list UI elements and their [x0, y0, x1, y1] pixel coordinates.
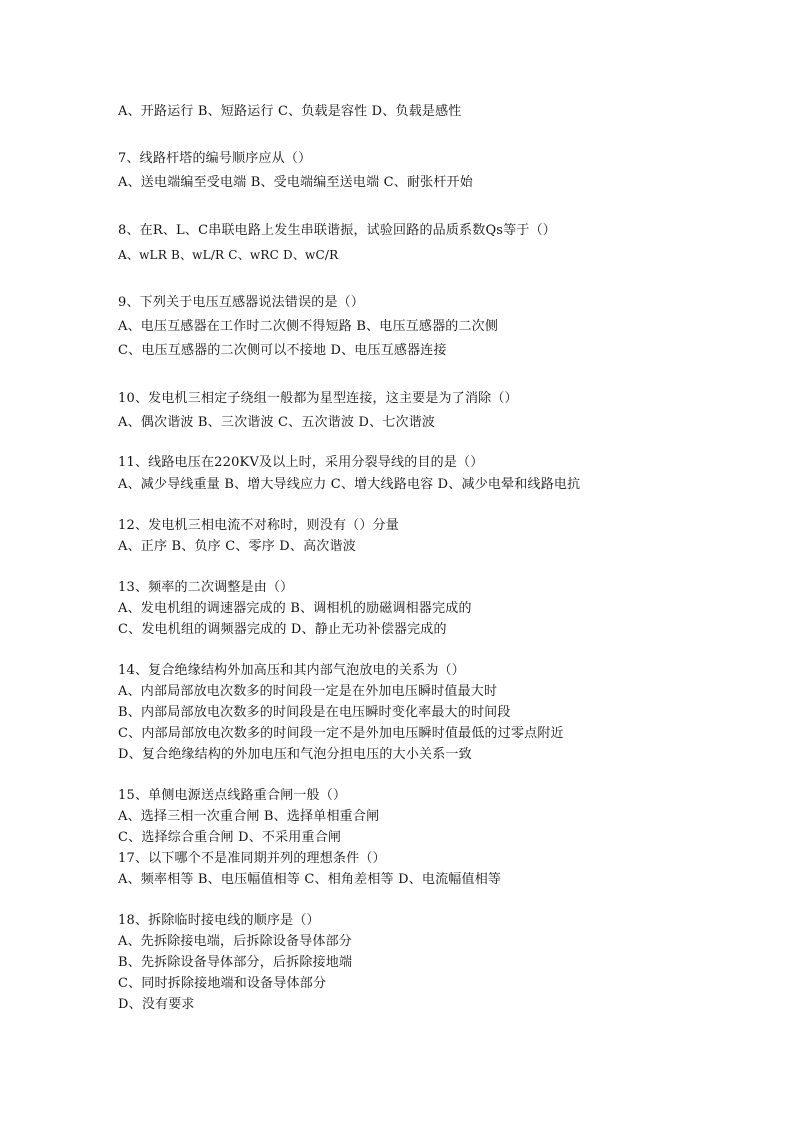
answer-options-q7: A、送电端编至受电端 B、受电端编至送电端 C、耐张杆开始: [118, 175, 473, 190]
question-13: 13、频率的二次调整是由（）: [118, 580, 294, 595]
answer-options-q15-ab: A、选择三相一次重合闸 B、选择单相重合闸: [118, 809, 380, 824]
question-14: 14、复合绝缘结构外加高压和其内部气泡放电的关系为（）: [118, 663, 465, 678]
answer-option-q18-b: B、先拆除设备导体部分，后拆除接地端: [118, 955, 353, 970]
question-9: 9、下列关于电压互感器说法错误的是（）: [118, 295, 365, 310]
answer-options-q15-cd: C、选择综合重合闸 D、不采用重合闸: [118, 830, 342, 845]
answer-option-q18-d: D、没有要求: [118, 997, 195, 1012]
question-12: 12、发电机三相电流不对称时，则没有（）分量: [118, 518, 399, 533]
question-11: 11、线路电压在220KV及以上时，采用分裂导线的目的是（）: [118, 455, 484, 470]
answer-options-q13-cd: C、发电机组的调频器完成的 D、静止无功补偿器完成的: [118, 622, 447, 637]
answer-options-q11: A、减少导线重量 B、增大导线应力 C、增大线路电容 D、减少电晕和线路电抗: [118, 477, 581, 492]
question-15: 15、单侧电源送点线路重合闸一般（）: [118, 788, 347, 803]
question-18: 18、拆除临时接电线的顺序是（）: [118, 913, 320, 928]
answer-options-q10: A、偶次谐波 B、三次谐波 C、五次谐波 D、七次谐波: [118, 415, 436, 430]
answer-options-q6: A、开路运行 B、短路运行 C、负载是容性 D、负载是感性: [118, 104, 462, 119]
question-8: 8、在R、L、C串联电路上发生串联谐振，试验回路的品质系数Qs等于（）: [118, 223, 556, 238]
question-7: 7、线路杆塔的编号顺序应从（）: [118, 151, 312, 166]
answer-option-q14-a: A、内部局部放电次数多的时间段一定是在外加电压瞬时值最大时: [118, 684, 498, 699]
answer-options-q8: A、wLR B、wL/R C、wRC D、wC/R: [118, 248, 339, 262]
answer-options-q17: A、频率相等 B、电压幅值相等 C、相角差相等 D、电流幅值相等: [118, 872, 502, 887]
answer-options-q9-cd: C、电压互感器的二次侧可以不接地 D、电压互感器连接: [118, 343, 447, 358]
answer-option-q18-a: A、先拆除接电端，后拆除设备导体部分: [118, 934, 352, 949]
answer-option-q18-c: C、同时拆除接地端和设备导体部分: [118, 976, 327, 991]
question-10: 10、发电机三相定子绕组一般都为星型连接，这主要是为了消除（）: [118, 391, 518, 406]
answer-options-q12: A、正序 B、负序 C、零序 D、高次谐波: [118, 539, 356, 554]
answer-option-q14-d: D、复合绝缘结构的外加电压和气泡分担电压的大小关系一致: [118, 747, 472, 762]
answer-options-q13-ab: A、发电机组的调速器完成的 B、调相机的励磁调相器完成的: [118, 601, 472, 616]
answer-option-q14-c: C、内部局部放电次数多的时间段一定不是外加电压瞬时值最低的过零点附近: [118, 726, 564, 741]
answer-options-q9-ab: A、电压互感器在工作时二次侧不得短路 B、电压互感器的二次侧: [118, 319, 499, 334]
answer-option-q14-b: B、内部局部放电次数多的时间段是在电压瞬时变化率最大的时间段: [118, 705, 511, 720]
question-17: 17、以下哪个不是准同期并列的理想条件（）: [118, 851, 386, 866]
